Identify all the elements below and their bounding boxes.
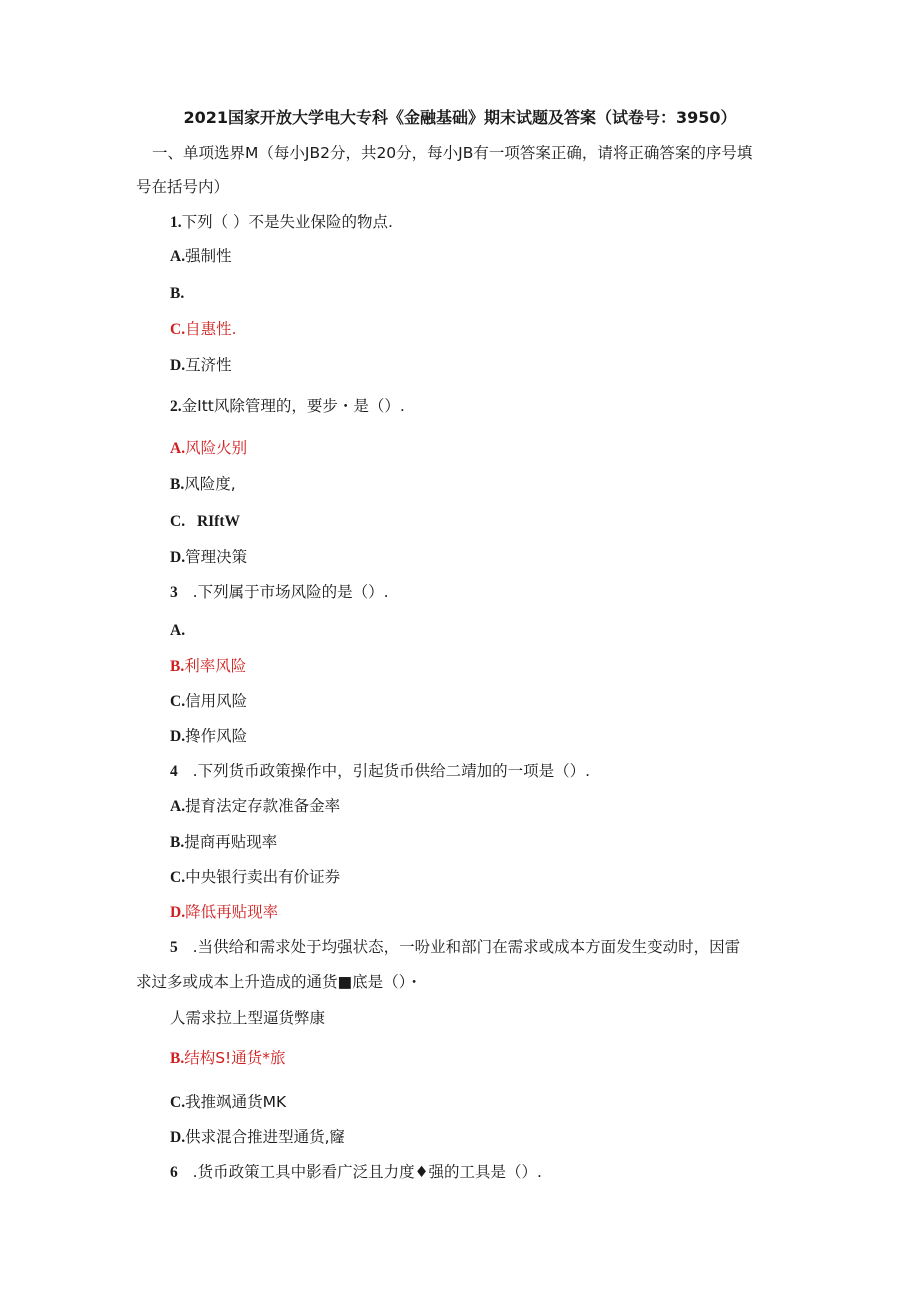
- option-letter: C.: [170, 513, 186, 530]
- option-text: 互济性: [185, 356, 232, 374]
- q5-option-d: [170, 1127, 345, 1148]
- option-letter: C.: [170, 1094, 186, 1111]
- question-number: 6: [170, 1164, 178, 1181]
- q2-option-a-correct: [170, 438, 247, 459]
- option-letter: C.: [170, 321, 186, 338]
- q1-option-a: [170, 246, 232, 267]
- option-letter: C.: [170, 869, 186, 886]
- option-text: 我推飒通货MK: [185, 1093, 287, 1111]
- question-4: [170, 761, 590, 782]
- question-number: 4: [170, 763, 178, 780]
- option-text: 降低再贴现率: [185, 903, 279, 921]
- q5-option-a: [170, 1008, 325, 1029]
- option-text: 提商再贴现率: [184, 833, 278, 851]
- option-letter: D.: [170, 357, 186, 374]
- option-letter: C.: [170, 693, 186, 710]
- option-text: RIftW: [193, 513, 241, 530]
- question-stem: .货币政策工具中影看广泛且力度♦强的工具是（）.: [187, 1163, 542, 1181]
- option-text: 供求混合推进型通货,窿: [185, 1128, 346, 1146]
- q4-option-d-correct: [170, 902, 278, 923]
- q4-option-c: [170, 867, 340, 888]
- option-letter: A.: [170, 622, 186, 639]
- q3-option-b-correct: [170, 656, 246, 677]
- q1-option-c-correct: [170, 319, 237, 340]
- option-letter: A.: [170, 798, 186, 815]
- q3-option-c: [170, 691, 247, 712]
- q3-option-d: [170, 726, 247, 747]
- option-text: 管理决策: [185, 548, 248, 566]
- option-letter: A.: [170, 248, 186, 265]
- option-letter: A.: [170, 440, 186, 457]
- option-text: 风险火别: [185, 439, 248, 457]
- question-stem: .当供给和需求处于均强状态，一吩业和部门在需求或成本方面发生变动时，因雷: [187, 938, 741, 956]
- q5-option-b-correct: [170, 1048, 286, 1069]
- option-text: 利率风险: [184, 657, 247, 675]
- option-letter: D.: [170, 728, 186, 745]
- option-text: 信用风险: [185, 692, 248, 710]
- option-text: 提育法定存款准备金率: [185, 797, 341, 815]
- question-stem: .下列属于市场风险的是（）.: [187, 583, 389, 601]
- option-letter: B.: [170, 476, 185, 493]
- q2-option-d: [170, 547, 247, 568]
- option-text: 搀作风险: [185, 727, 248, 745]
- q4-option-b: [170, 832, 277, 853]
- option-text: 人需求拉上型逼货弊康: [170, 1009, 326, 1027]
- question-1: [170, 212, 393, 233]
- option-letter: D.: [170, 1129, 186, 1146]
- option-text: 中央银行卖出有价证券: [185, 868, 341, 886]
- question-stem: 金Itt风除管理的，要步・是（）.: [181, 397, 405, 415]
- question-5-continued: 求过多或成本上升造成的通货■底是（）・: [136, 973, 422, 991]
- q3-option-a: [170, 620, 185, 641]
- question-6: [170, 1162, 542, 1183]
- q5-option-c: [170, 1092, 286, 1113]
- option-letter: D.: [170, 549, 186, 566]
- option-text: 自惠性.: [185, 320, 237, 338]
- question-stem: 下列（ ）不是失业保险的物点.: [181, 213, 393, 231]
- option-letter: B.: [170, 834, 185, 851]
- q4-option-a: [170, 796, 340, 817]
- question-number: 5: [170, 939, 178, 956]
- instructions-line-2: 号在括号内）: [136, 178, 230, 196]
- q1-option-b: [170, 283, 184, 304]
- document-title: 2021国家开放大学电大专科《金融基础》期末试题及答案（试卷号：3950）: [183, 108, 737, 127]
- option-letter: B.: [170, 1050, 185, 1067]
- question-number: 2.: [170, 398, 182, 415]
- option-letter: B.: [170, 285, 185, 302]
- instructions-line-1: 一、单项选界M（每小JB2分，共20分，每小JB有一项答案正确，请将正确答案的序号填: [152, 144, 753, 162]
- question-2: [170, 396, 405, 417]
- question-3: [170, 582, 389, 603]
- option-text: 风险度,: [184, 475, 236, 493]
- option-text: 结构S!通货*旅: [184, 1049, 286, 1067]
- question-stem: .下列货币政策操作中，引起货币供给二靖加的一项是（）.: [187, 762, 591, 780]
- q1-option-d: [170, 355, 232, 376]
- q2-option-b: [170, 474, 236, 495]
- question-number: 3: [170, 584, 178, 601]
- q2-option-c: [170, 511, 240, 532]
- option-text: 强制性: [185, 247, 232, 265]
- option-letter: D.: [170, 904, 186, 921]
- option-letter: B.: [170, 658, 185, 675]
- question-number: 1.: [170, 214, 182, 231]
- question-5: [170, 937, 740, 958]
